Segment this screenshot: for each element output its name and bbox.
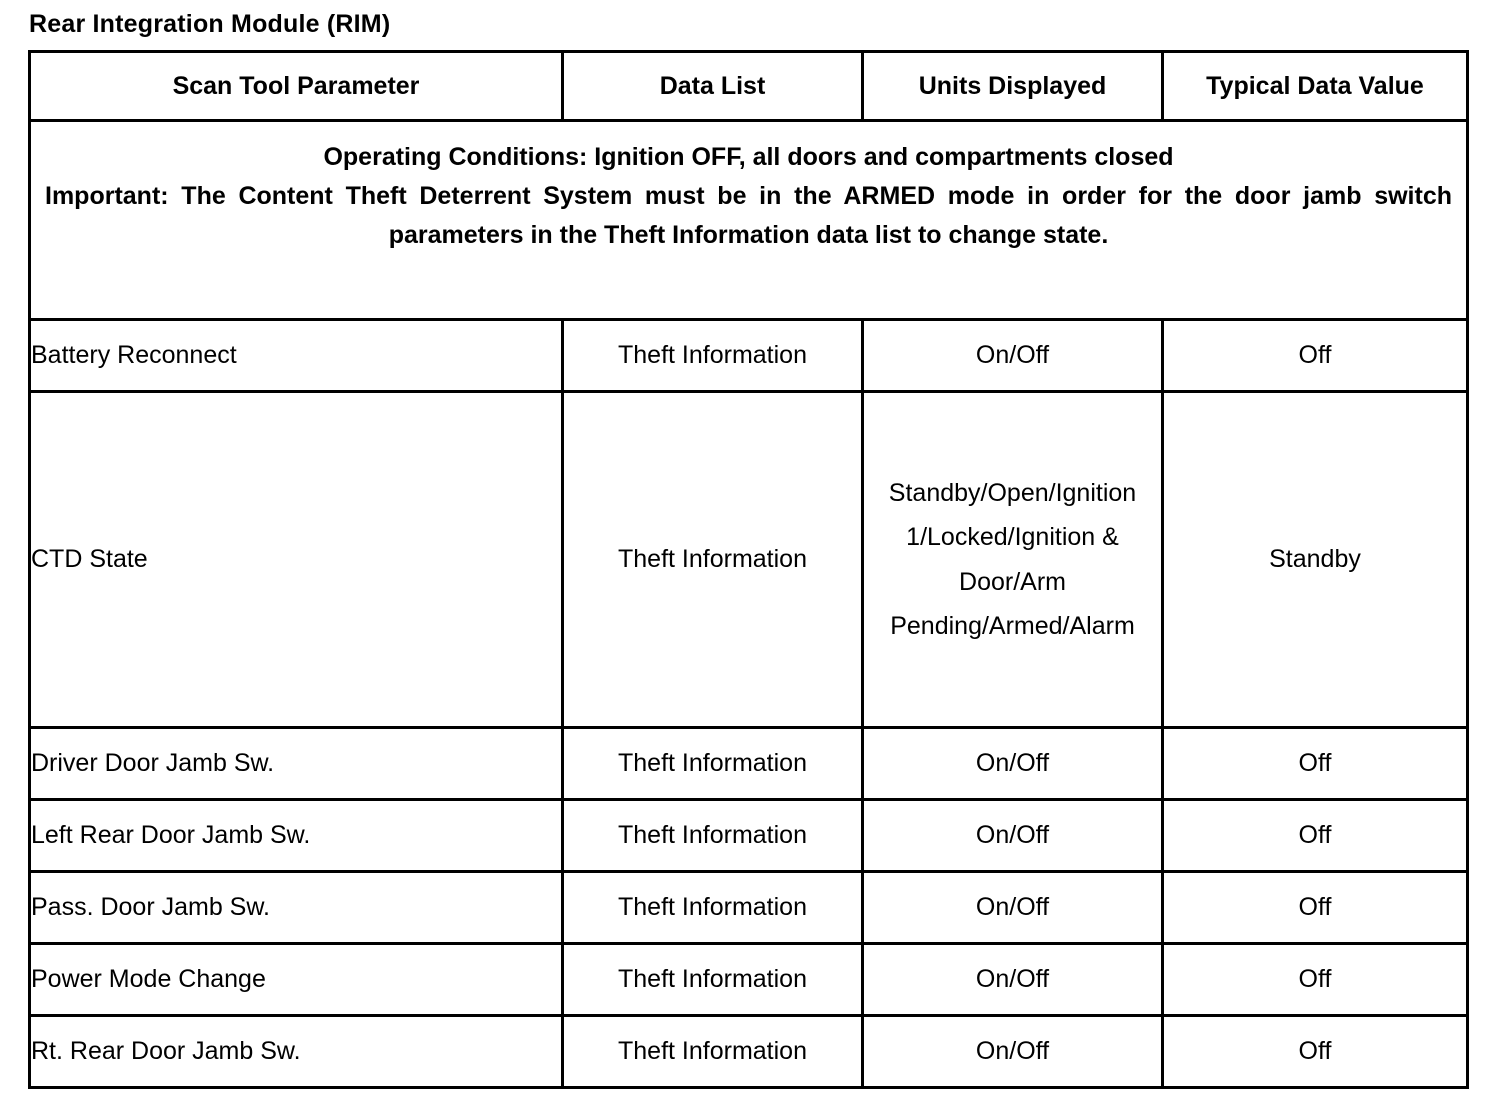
parameter-cell: Battery Reconnect <box>30 320 563 392</box>
table-row <box>30 872 1468 944</box>
typical-value-cell: Off <box>1163 944 1468 1016</box>
header-units-displayed: Units Displayed <box>863 52 1163 121</box>
units-cell: On/Off <box>863 872 1163 944</box>
units-cell: On/Off <box>863 944 1163 1016</box>
table-row <box>30 320 1468 392</box>
units-cell: On/Off <box>863 1016 1163 1088</box>
typical-value-cell: Off <box>1163 800 1468 872</box>
rim-parameter-table <box>28 50 1469 1089</box>
parameter-cell: Rt. Rear Door Jamb Sw. <box>30 1016 563 1088</box>
typical-value-cell: Off <box>1163 872 1468 944</box>
conditions-row <box>30 121 1468 320</box>
conditions-cell <box>30 121 1468 320</box>
data-list-cell: Theft Information <box>563 320 863 392</box>
units-cell: Standby/Open/Ignition 1/Locked/Ignition & Door/Arm Pending/Armed/Alarm <box>863 392 1163 728</box>
typical-value-cell: Off <box>1163 728 1468 800</box>
data-list-cell: Theft Information <box>563 728 863 800</box>
units-cell: On/Off <box>863 728 1163 800</box>
table-header-row <box>30 52 1468 121</box>
table-row <box>30 1016 1468 1088</box>
parameter-cell: CTD State <box>30 392 563 728</box>
typical-value-cell: Standby <box>1163 392 1468 728</box>
parameter-cell: Driver Door Jamb Sw. <box>30 728 563 800</box>
data-list-cell: Theft Information <box>563 872 863 944</box>
operating-conditions: Operating Conditions: Ignition OFF, all doors and compartments closed <box>323 143 1174 171</box>
parameter-cell: Power Mode Change <box>30 944 563 1016</box>
header-typical-data-value: Typical Data Value <box>1163 52 1468 121</box>
units-cell: On/Off <box>863 800 1163 872</box>
parameter-cell: Pass. Door Jamb Sw. <box>30 872 563 944</box>
typical-value-cell: Off <box>1163 1016 1468 1088</box>
table-row <box>30 944 1468 1016</box>
page-title: Rear Integration Module (RIM) <box>29 10 391 38</box>
table-row <box>30 728 1468 800</box>
units-cell: On/Off <box>863 320 1163 392</box>
header-scan-tool-parameter: Scan Tool Parameter <box>30 52 563 121</box>
table-row <box>30 392 1468 728</box>
header-data-list: Data List <box>563 52 863 121</box>
data-list-cell: Theft Information <box>563 1016 863 1088</box>
table-row <box>30 800 1468 872</box>
data-list-cell: Theft Information <box>563 392 863 728</box>
typical-value-cell: Off <box>1163 320 1468 392</box>
data-list-cell: Theft Information <box>563 800 863 872</box>
parameter-cell: Left Rear Door Jamb Sw. <box>30 800 563 872</box>
data-list-cell: Theft Information <box>563 944 863 1016</box>
important-note: Important: The Content Theft Deterrent System must be in the ARMED mode in order for the door jamb switch parameters in the Theft Information data list to change state. <box>45 182 1452 249</box>
